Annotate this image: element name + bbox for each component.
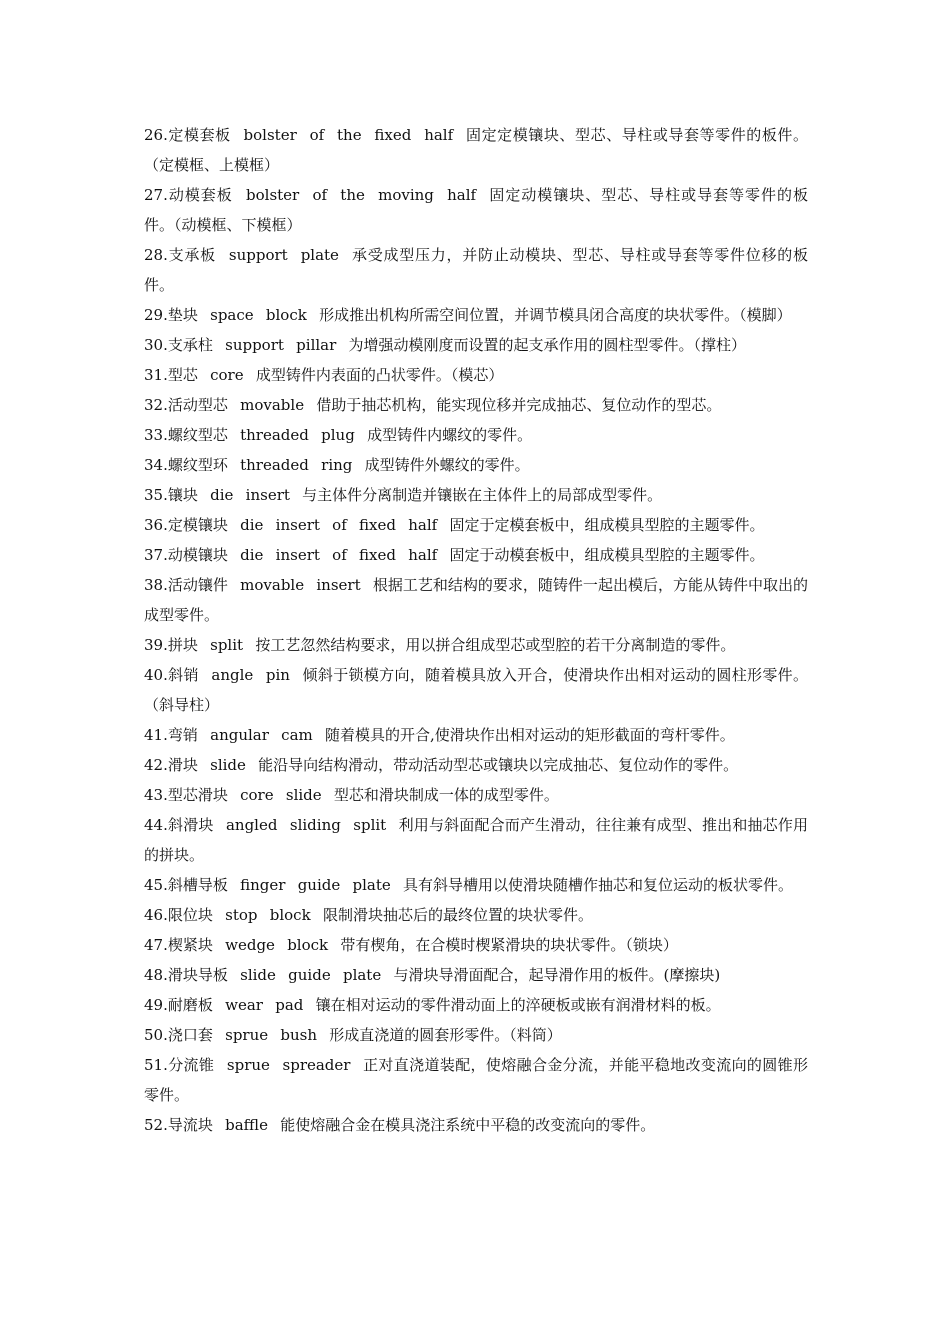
glossary-entry-43: 43.型芯滑块 core slide 型芯和滑块制成一体的成型零件。 bbox=[144, 786, 559, 804]
glossary-entry-46: 46.限位块 stop block 限制滑块抽芯后的最终位置的块状零件。 bbox=[144, 906, 593, 924]
glossary-entry-35: 35.镶块 die insert 与主体件分离制造并镶嵌在主体件上的局部成型零件。 bbox=[144, 486, 663, 504]
glossary-entry-51: 51.分流锥 sprue spreader 正对直浇道装配，使熔融合金分流，并能平稳地改变流向的圆锥形零件。 bbox=[144, 1056, 808, 1104]
glossary-entry-32: 32.活动型芯 movable 借助于抽芯机构，能实现位移并完成抽芯、复位动作的型芯。 bbox=[144, 396, 722, 414]
glossary-entry-49: 49.耐磨板 wear pad 镶在相对运动的零件滑动面上的淬硬板或嵌有润滑材料的板。 bbox=[144, 996, 721, 1014]
glossary-entry-36: 36.定模镶块 die insert of fixed half 固定于定模套板中，组成模具型腔的主题零件。 bbox=[144, 516, 765, 534]
glossary-entry-45: 45.斜槽导板 finger guide plate 具有斜导槽用以使滑块随槽作抽芯和复位运动的板状零件。 bbox=[144, 876, 794, 894]
glossary-entry-47: 47.楔紧块 wedge block 带有楔角，在合模时楔紧滑块的块状零件。（锁块） bbox=[144, 936, 678, 954]
glossary-entry-29: 29.垫块 space block 形成推出机构所需空间位置，并调节模具闭合高度的块状零件。（模脚） bbox=[144, 306, 792, 324]
document-body bbox=[144, 120, 808, 1140]
glossary-entry-41: 41.弯销 angular cam 随着模具的开合,使滑块作出相对运动的矩形截面的弯杆零件。 bbox=[144, 726, 735, 744]
glossary-entry-44: 44.斜滑块 angled sliding split 利用与斜面配合而产生滑动，往往兼有成型、推出和抽芯作用的拼块。 bbox=[144, 816, 808, 864]
glossary-entry-48: 48.滑块导板 slide guide plate 与滑块导滑面配合，起导滑作用的板件。(摩擦块) bbox=[144, 966, 721, 984]
glossary-entry-50: 50.浇口套 sprue bush 形成直浇道的圆套形零件。（料筒） bbox=[144, 1026, 562, 1044]
glossary-entry-30: 30.支承柱 support pillar 为增强动模刚度而设置的起支承作用的圆柱型零件。（撑柱） bbox=[144, 336, 747, 354]
glossary-entry-52: 52.导流块 baffle 能使熔融合金在模具浇注系统中平稳的改变流向的零件。 bbox=[144, 1116, 656, 1134]
glossary-entry-38: 38.活动镶件 movable insert 根据工艺和结构的要求，随铸件一起出模后，方能从铸件中取出的成型零件。 bbox=[144, 576, 808, 624]
glossary-entry-31: 31.型芯 core 成型铸件内表面的凸状零件。（模芯） bbox=[144, 366, 504, 384]
glossary-entry-26: 26.定模套板 bolster of the fixed half 固定定模镶块、型芯、导柱或导套等零件的板件。（定模框、上模框） bbox=[144, 126, 808, 174]
glossary-entry-42: 42.滑块 slide 能沿导向结构滑动，带动活动型芯或镶块以完成抽芯、复位动作的零件。 bbox=[144, 756, 739, 774]
glossary-entry-28: 28.支承板 support plate 承受成型压力，并防止动模块、型芯、导柱或导套等零件位移的板件。 bbox=[144, 246, 808, 294]
glossary-entry-39: 39.拼块 split 按工艺忽然结构要求，用以拼合组成型芯或型腔的若干分离制造的零件。 bbox=[144, 636, 736, 654]
glossary-entry-27: 27.动模套板 bolster of the moving half 固定动模镶块、型芯、导柱或导套等零件的板件。（动模框、下模框） bbox=[144, 186, 808, 234]
glossary-entry-34: 34.螺纹型环 threaded ring 成型铸件外螺纹的零件。 bbox=[144, 456, 530, 474]
glossary-entry-33: 33.螺纹型芯 threaded plug 成型铸件内螺纹的零件。 bbox=[144, 426, 533, 444]
glossary-entry-40: 40.斜销 angle pin 倾斜于锁模方向，随着模具放入开合，使滑块作出相对运动的圆柱形零件。（斜导柱） bbox=[144, 666, 808, 714]
glossary-entry-37: 37.动模镶块 die insert of fixed half 固定于动模套板中，组成模具型腔的主题零件。 bbox=[144, 546, 765, 564]
